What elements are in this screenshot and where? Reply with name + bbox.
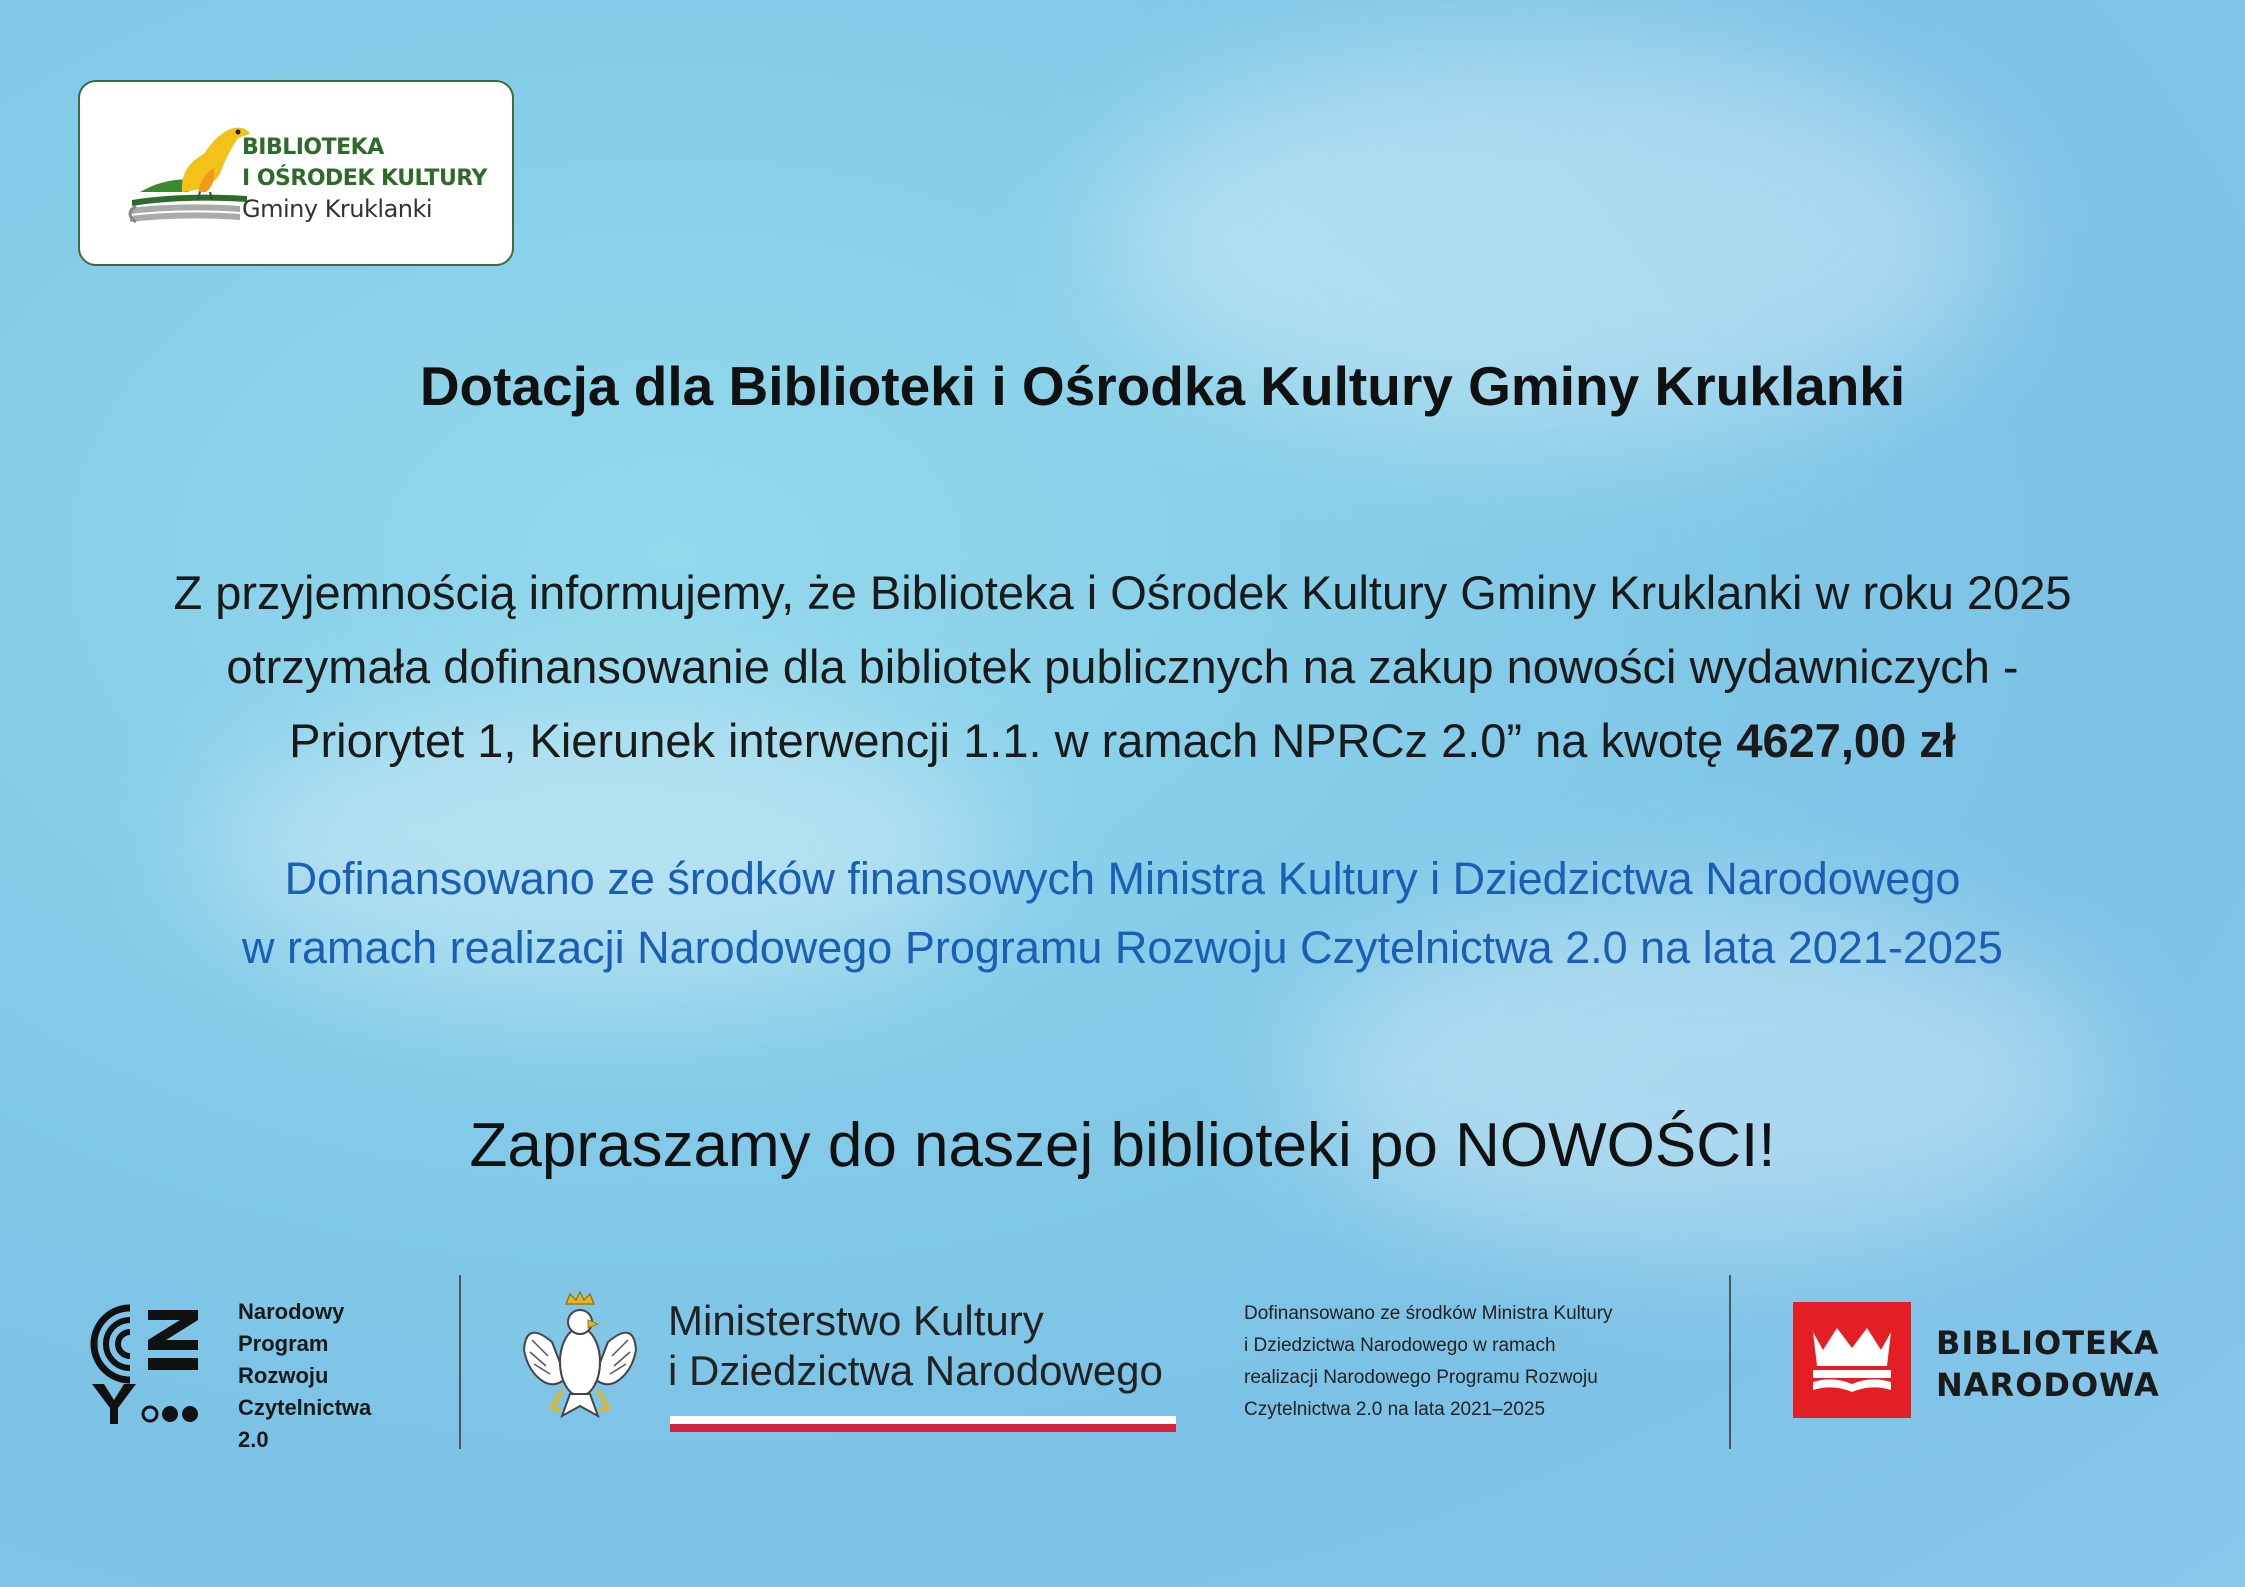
bird-on-books-icon bbox=[122, 110, 252, 234]
polish-flag-stripe bbox=[670, 1416, 1176, 1432]
funding-note-line-1: Dofinansowano ze środków finansowych Ministra Kultury i Dziedzictwa Narodowego bbox=[284, 853, 1961, 904]
flag-red-stripe bbox=[670, 1424, 1176, 1432]
logo-line-1: BIBLIOTEKA bbox=[242, 135, 384, 160]
nprc-logo-icon bbox=[84, 1300, 204, 1426]
logo-line-3: Gminy Kruklanki bbox=[242, 195, 433, 223]
nprc-line-2: Program bbox=[238, 1331, 329, 1356]
ministry-name bbox=[668, 1296, 1163, 1396]
page-title: Dotacja dla Biblioteki i Ośrodka Kultury Gminy Kruklanki bbox=[419, 355, 1906, 417]
announcement-line-2: otrzymała dofinansowanie dla bibliotek publicznych na zakup nowości wydawniczych - bbox=[226, 640, 2019, 693]
grant-amount: 4627,00 zł bbox=[1736, 714, 1956, 767]
grant-note-line-3: realizacji Narodowego Programu Rozwoju bbox=[1244, 1367, 1598, 1388]
ministry-line-2: i Dziedzictwa Narodowego bbox=[668, 1347, 1163, 1394]
crown-on-book-icon bbox=[1793, 1302, 1911, 1418]
announcement-line-1: Z przyjemnością informujemy, że Biblioteka i Ośrodek Kultury Gminy Kruklanki w roku 2025 bbox=[173, 566, 2072, 619]
grant-note-line-4: Czytelnictwa 2.0 na lata 2021–2025 bbox=[1244, 1399, 1546, 1420]
announcement-paragraph bbox=[0, 556, 2245, 778]
grant-note-line-2: i Dziedzictwa Narodowego w ramach bbox=[1244, 1335, 1556, 1356]
funding-note bbox=[0, 844, 2245, 982]
nprc-line-4: Czytelnictwa bbox=[238, 1395, 372, 1420]
grant-note bbox=[1244, 1298, 1613, 1426]
nprc-line-5: 2.0 bbox=[238, 1427, 269, 1452]
invitation-text: Zapraszamy do naszej biblioteki po NOWOŚCI! bbox=[469, 1111, 1776, 1180]
footer-divider bbox=[1729, 1275, 1731, 1449]
funding-note-line-2: w ramach realizacji Narodowego Programu Rozwoju Czytelnictwa 2.0 na lata 2021-2025 bbox=[242, 922, 2003, 973]
ministry-line-1: Ministerstwo Kultury bbox=[668, 1297, 1044, 1344]
nprc-label bbox=[238, 1296, 371, 1456]
national-library-line-2: NARODOWA bbox=[1936, 1366, 2160, 1404]
library-logo-text bbox=[242, 132, 487, 225]
announcement-line-3-text: Priorytet 1, Kierunek interwencji 1.1. w ramach NPRCz 2.0” na kwotę bbox=[289, 714, 1737, 767]
library-logo bbox=[78, 80, 514, 266]
grant-note-line-1: Dofinansowano ze środków Ministra Kultury bbox=[1244, 1303, 1613, 1324]
national-library-logo bbox=[1793, 1302, 1911, 1418]
national-library-name bbox=[1936, 1322, 2160, 1406]
logo-line-2: I OŚRODEK KULTURY bbox=[242, 166, 487, 191]
nprc-line-1: Narodowy bbox=[238, 1299, 345, 1324]
nprc-line-3: Rozwoju bbox=[238, 1363, 329, 1388]
national-library-line-1: BIBLIOTEKA bbox=[1936, 1324, 2160, 1362]
white-eagle-emblem-icon bbox=[522, 1290, 637, 1430]
flag-white-stripe bbox=[670, 1416, 1176, 1424]
footer-divider bbox=[459, 1275, 461, 1449]
announcement-line-3 bbox=[0, 704, 2245, 778]
